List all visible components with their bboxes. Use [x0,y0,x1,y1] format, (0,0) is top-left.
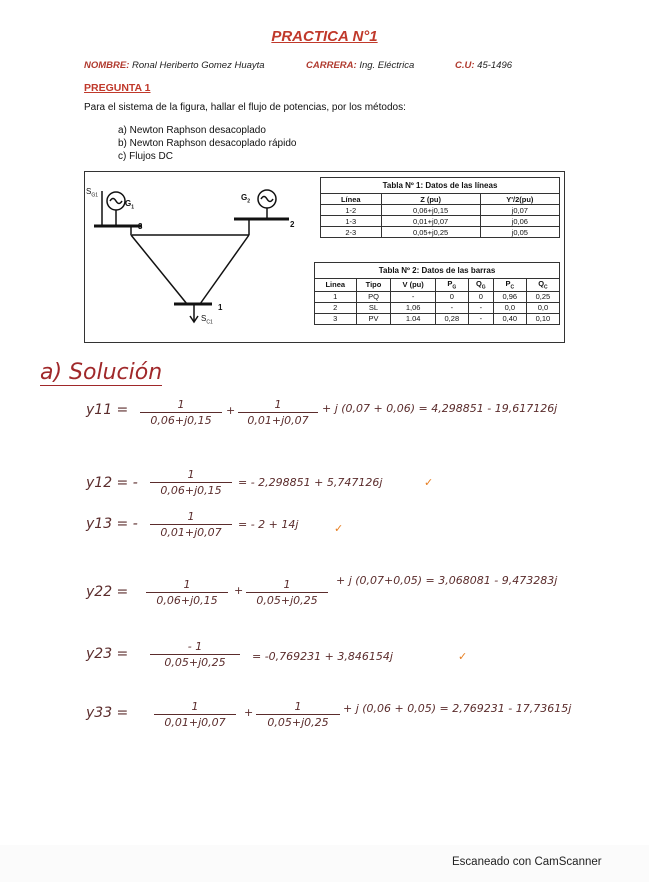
fraction: $\frac{1}{0,05+j0,25}$ [256,700,340,729]
fraction: $\frac{1}{0,01+j0,07}$ [154,700,236,729]
sg1-label: $S_{G1}$ [86,187,99,199]
equation-result: = -0,769231 + 3,846154j [252,650,393,663]
question-text: Para el sistema de la figura, hallar el flujo de potencias, por los métodos: [84,102,406,113]
g2-label: $G_2$ [241,193,251,205]
equation-lhs: y13 = - [86,516,138,532]
bus-data-table [314,262,560,325]
scanner-watermark: Escaneado con CamScanner [452,856,602,868]
equation-result: = - 2,298851 + 5,747126j [238,476,383,489]
table-row: 2-3 0,05+j0,25 j0,05 [321,227,560,238]
column-header: Linea [315,279,357,292]
fraction: $\frac{1}{0,01+j0,07}$ [150,510,232,539]
student-name-field: NOMBRE: Ronal Heriberto Gomez Huayta [84,60,265,71]
table-row: 1-3 0,01+j0,07 j0,06 [321,216,560,227]
power-system-diagram [84,171,314,341]
fraction: $\frac{- 1}{0,05+j0,25}$ [150,640,240,669]
table-caption: Tabla Nº 2: Datos de las barras [315,263,560,279]
question-heading: PREGUNTA 1 [84,82,151,94]
equation-lhs: y12 = - [86,475,138,491]
sc1-label: $S_{C1}$ [201,314,213,326]
column-header: $P_C$ [493,279,526,292]
column-header: $Q_C$ [526,279,559,292]
table-row: 3 PV 1.04 0,28 - 0,40 0,10 [315,313,560,324]
page-title: PRACTICA N°1 [271,28,378,45]
column-header: V (pu) [391,279,435,292]
solution-heading: a) Solución [40,360,163,385]
column-header: Y'/2(pu) [480,194,559,205]
lines-data-table [320,177,560,238]
table-caption: Tabla Nº 1: Datos de las líneas [321,178,560,194]
equation-lhs: y23 = [86,646,129,662]
fraction: $\frac{1}{0,06+j0,15}$ [146,578,228,607]
column-header: $Q_G$ [468,279,493,292]
cu-field: C.U: 45-1496 [455,60,513,71]
equation-result: + j (0,06 + 0,05) = 2,769231 - 17,73615j [343,702,572,715]
table-row: 1 PQ - 0 0 0,96 0,25 [315,291,560,302]
equation-lhs: y33 = [86,705,129,721]
equation-result: + j (0,07 + 0,06) = 4,298851 - 19,617126j [322,402,558,415]
fraction: $\frac{1}{0,06+j0,15}$ [140,398,222,427]
table-row: 2 SL 1,06 - - 0,0 0,0 [315,302,560,313]
plus-sign: + [226,404,236,417]
equation-lhs: y11 = [86,402,129,418]
table-row: 1-2 0,06+j0,15 j0,07 [321,205,560,216]
equation-result: + j (0,07+0,05) = 3,068081 - 9,473283j [336,574,558,587]
method-item: b) Newton Raphson desacoplado rápido [118,138,297,149]
column-header: Z (pu) [381,194,480,205]
method-item: a) Newton Raphson desacoplado [118,125,266,136]
equation-result: = - 2 + 14j [238,518,299,531]
bus-3-label: 3 [138,222,143,231]
bus-1-label: 1 [218,303,223,312]
fraction: $\frac{1}{0,01+j0,07}$ [238,398,318,427]
method-item: c) Flujos DC [118,151,174,162]
check-mark-icon: ✓ [458,651,468,663]
g1-label: $G_1$ [125,199,135,211]
plus-sign: + [234,584,244,597]
column-header: $P_G$ [435,279,468,292]
column-header: Tipo [356,279,391,292]
column-header: Línea [321,194,382,205]
career-field: CARRERA: Ing. Eléctrica [306,60,415,71]
bus-2-label: 2 [290,220,295,229]
plus-sign: + [244,706,254,719]
fraction: $\frac{1}{0,06+j0,15}$ [150,468,232,497]
check-mark-icon: ✓ [424,477,434,489]
check-mark-icon: ✓ [334,523,344,535]
equation-lhs: y22 = [86,584,129,600]
fraction: $\frac{1}{0,05+j0,25}$ [246,578,328,607]
